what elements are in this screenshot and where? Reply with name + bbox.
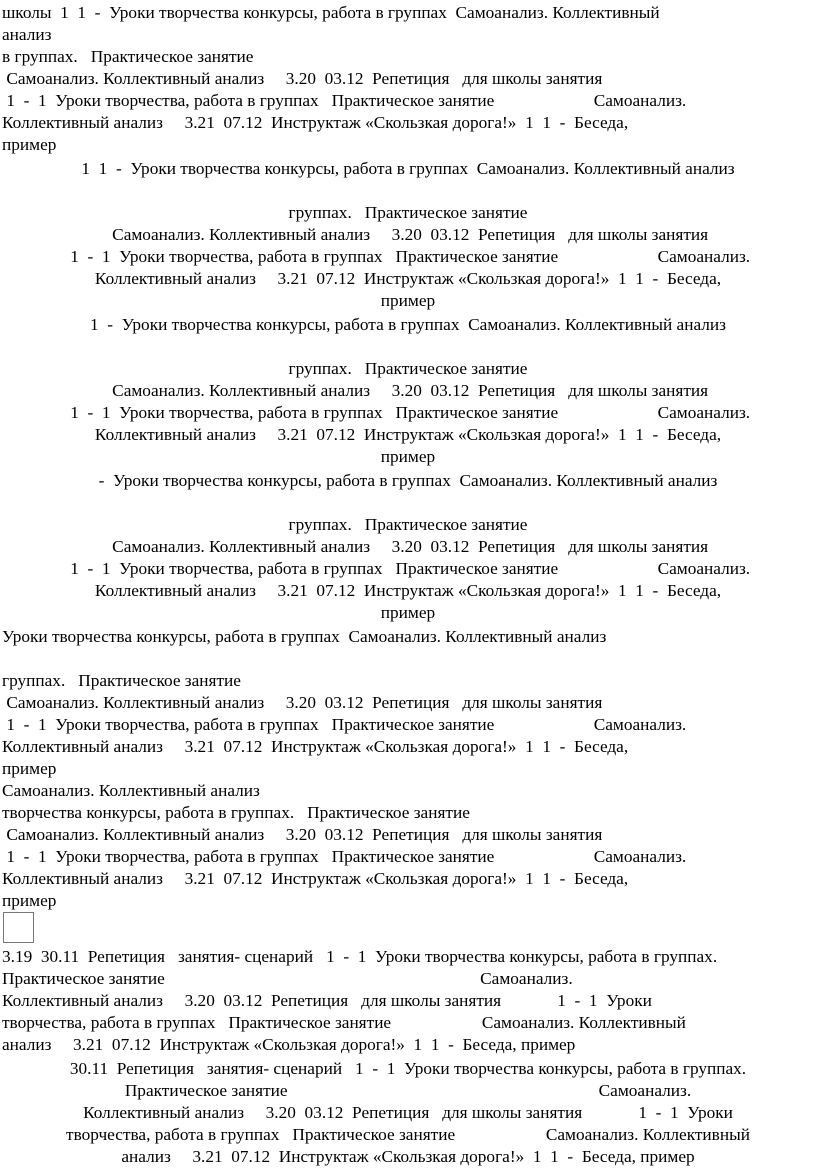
text-line: 1 - 1 Уроки творчества, работа в группах Практическое занятие Самоанализ. (65, 559, 751, 578)
text-line: группах. Практическое занятие (288, 203, 528, 222)
text-line: Практическое занятие Самоанализ. (124, 1081, 692, 1100)
text-line: Самоанализ. Коллективный анализ 3.20 03.12 Репетиция для школы занятия (2, 69, 603, 88)
text-line: 1 1 - Уроки творчества конкурсы, работа в группах Самоанализ. Коллективный анализ (81, 159, 735, 178)
text-line: - Уроки творчества конкурсы, работа в группах Самоанализ. Коллективный анализ (98, 471, 718, 490)
text-line: 3.19 30.11 Репетиция занятия- сценарий 1 - 1 Уроки творчества конкурсы, работа в группах. (2, 947, 718, 966)
text-line: Самоанализ. Коллективный анализ (2, 781, 265, 800)
text-line: пример (380, 603, 436, 622)
text-line: группах. Практическое занятие (2, 671, 241, 690)
text-line: Самоанализ. Коллективный анализ 3.20 03.12 Репетиция для школы занятия (2, 693, 603, 712)
text-line: Практическое занятие Самоанализ. (2, 969, 573, 988)
text-line: 1 - 1 Уроки творчества, работа в группах Практическое занятие Самоанализ. (2, 847, 687, 866)
text-line: 1 - 1 Уроки творчества, работа в группах Практическое занятие Самоанализ. (2, 715, 687, 734)
text-line: 1 - Уроки творчества конкурсы, работа в группах Самоанализ. Коллективный анализ (90, 315, 726, 334)
text-line: Коллективный анализ 3.21 07.12 Инструктаж «Скользкая дорога!» 1 1 - Беседа, (2, 113, 629, 132)
text-line: школы 1 1 - Уроки творчества конкурсы, работа в группах Самоанализ. Коллективный (2, 3, 660, 22)
text-line: Коллективный анализ 3.20 03.12 Репетиция для школы занятия 1 - 1 Уроки (83, 1103, 733, 1122)
text-line: Коллективный анализ 3.20 03.12 Репетиция для школы занятия 1 - 1 Уроки (2, 991, 652, 1010)
text-line: пример (2, 759, 57, 778)
text-line: творчества, работа в группах Практическое занятие Самоанализ. Коллективный (2, 1013, 686, 1032)
text-line: творчества, работа в группах Практическое занятие Самоанализ. Коллективный (66, 1125, 750, 1144)
text-line: 1 - 1 Уроки творчества, работа в группах Практическое занятие Самоанализ. (65, 247, 751, 266)
text-line: творчества конкурсы, работа в группах. Практическое занятие (2, 803, 470, 822)
empty-cell-box (3, 912, 34, 943)
text-line (0, 336, 816, 358)
text-line: Уроки творчества конкурсы, работа в группах Самоанализ. Коллективный анализ (2, 627, 607, 646)
text-line: группах. Практическое занятие (288, 515, 528, 534)
text-line: 30.11 Репетиция занятия- сценарий 1 - 1 Уроки творчества конкурсы, работа в группах. (69, 1059, 747, 1078)
text-line: Коллективный анализ 3.21 07.12 Инструктаж «Скользкая дорога!» 1 1 - Беседа, (2, 869, 629, 888)
text-line: Коллективный анализ 3.21 07.12 Инструктаж «Скользкая дорога!» 1 1 - Беседа, (94, 581, 722, 600)
text-line: пример (380, 291, 436, 310)
text-line: пример (2, 135, 57, 154)
text-line: Самоанализ. Коллективный анализ 3.20 03.12 Репетиция для школы занятия (107, 225, 709, 244)
text-line: группах. Практическое занятие (288, 359, 528, 378)
text-line: в группах. Практическое занятие (2, 47, 254, 66)
text-line: 1 - 1 Уроки творчества, работа в группах Практическое занятие Самоанализ. (65, 403, 751, 422)
text-line: Коллективный анализ 3.21 07.12 Инструктаж «Скользкая дорога!» 1 1 - Беседа, (94, 425, 722, 444)
text-line: Самоанализ. Коллективный анализ 3.20 03.12 Репетиция для школы занятия (107, 537, 709, 556)
text-line: Самоанализ. Коллективный анализ 3.20 03.12 Репетиция для школы занятия (107, 381, 709, 400)
text-line: анализ 3.21 07.12 Инструктаж «Скользкая дорога!» 1 1 - Беседа, пример (121, 1147, 695, 1166)
text-line: Самоанализ. Коллективный анализ 3.20 03.12 Репетиция для школы занятия (2, 825, 603, 844)
text-line (0, 180, 816, 202)
text-line: Коллективный анализ 3.21 07.12 Инструктаж «Скользкая дорога!» 1 1 - Беседа, (2, 737, 629, 756)
text-line: Коллективный анализ 3.21 07.12 Инструктаж «Скользкая дорога!» 1 1 - Беседа, (94, 269, 722, 288)
text-line: анализ (2, 25, 56, 44)
text-line: анализ 3.21 07.12 Инструктаж «Скользкая дорога!» 1 1 - Беседа, пример (2, 1035, 576, 1054)
text-line: 1 - 1 Уроки творчества, работа в группах Практическое занятие Самоанализ. (2, 91, 687, 110)
text-line: пример (380, 447, 436, 466)
text-line: пример (2, 891, 57, 910)
text-line (0, 492, 816, 514)
